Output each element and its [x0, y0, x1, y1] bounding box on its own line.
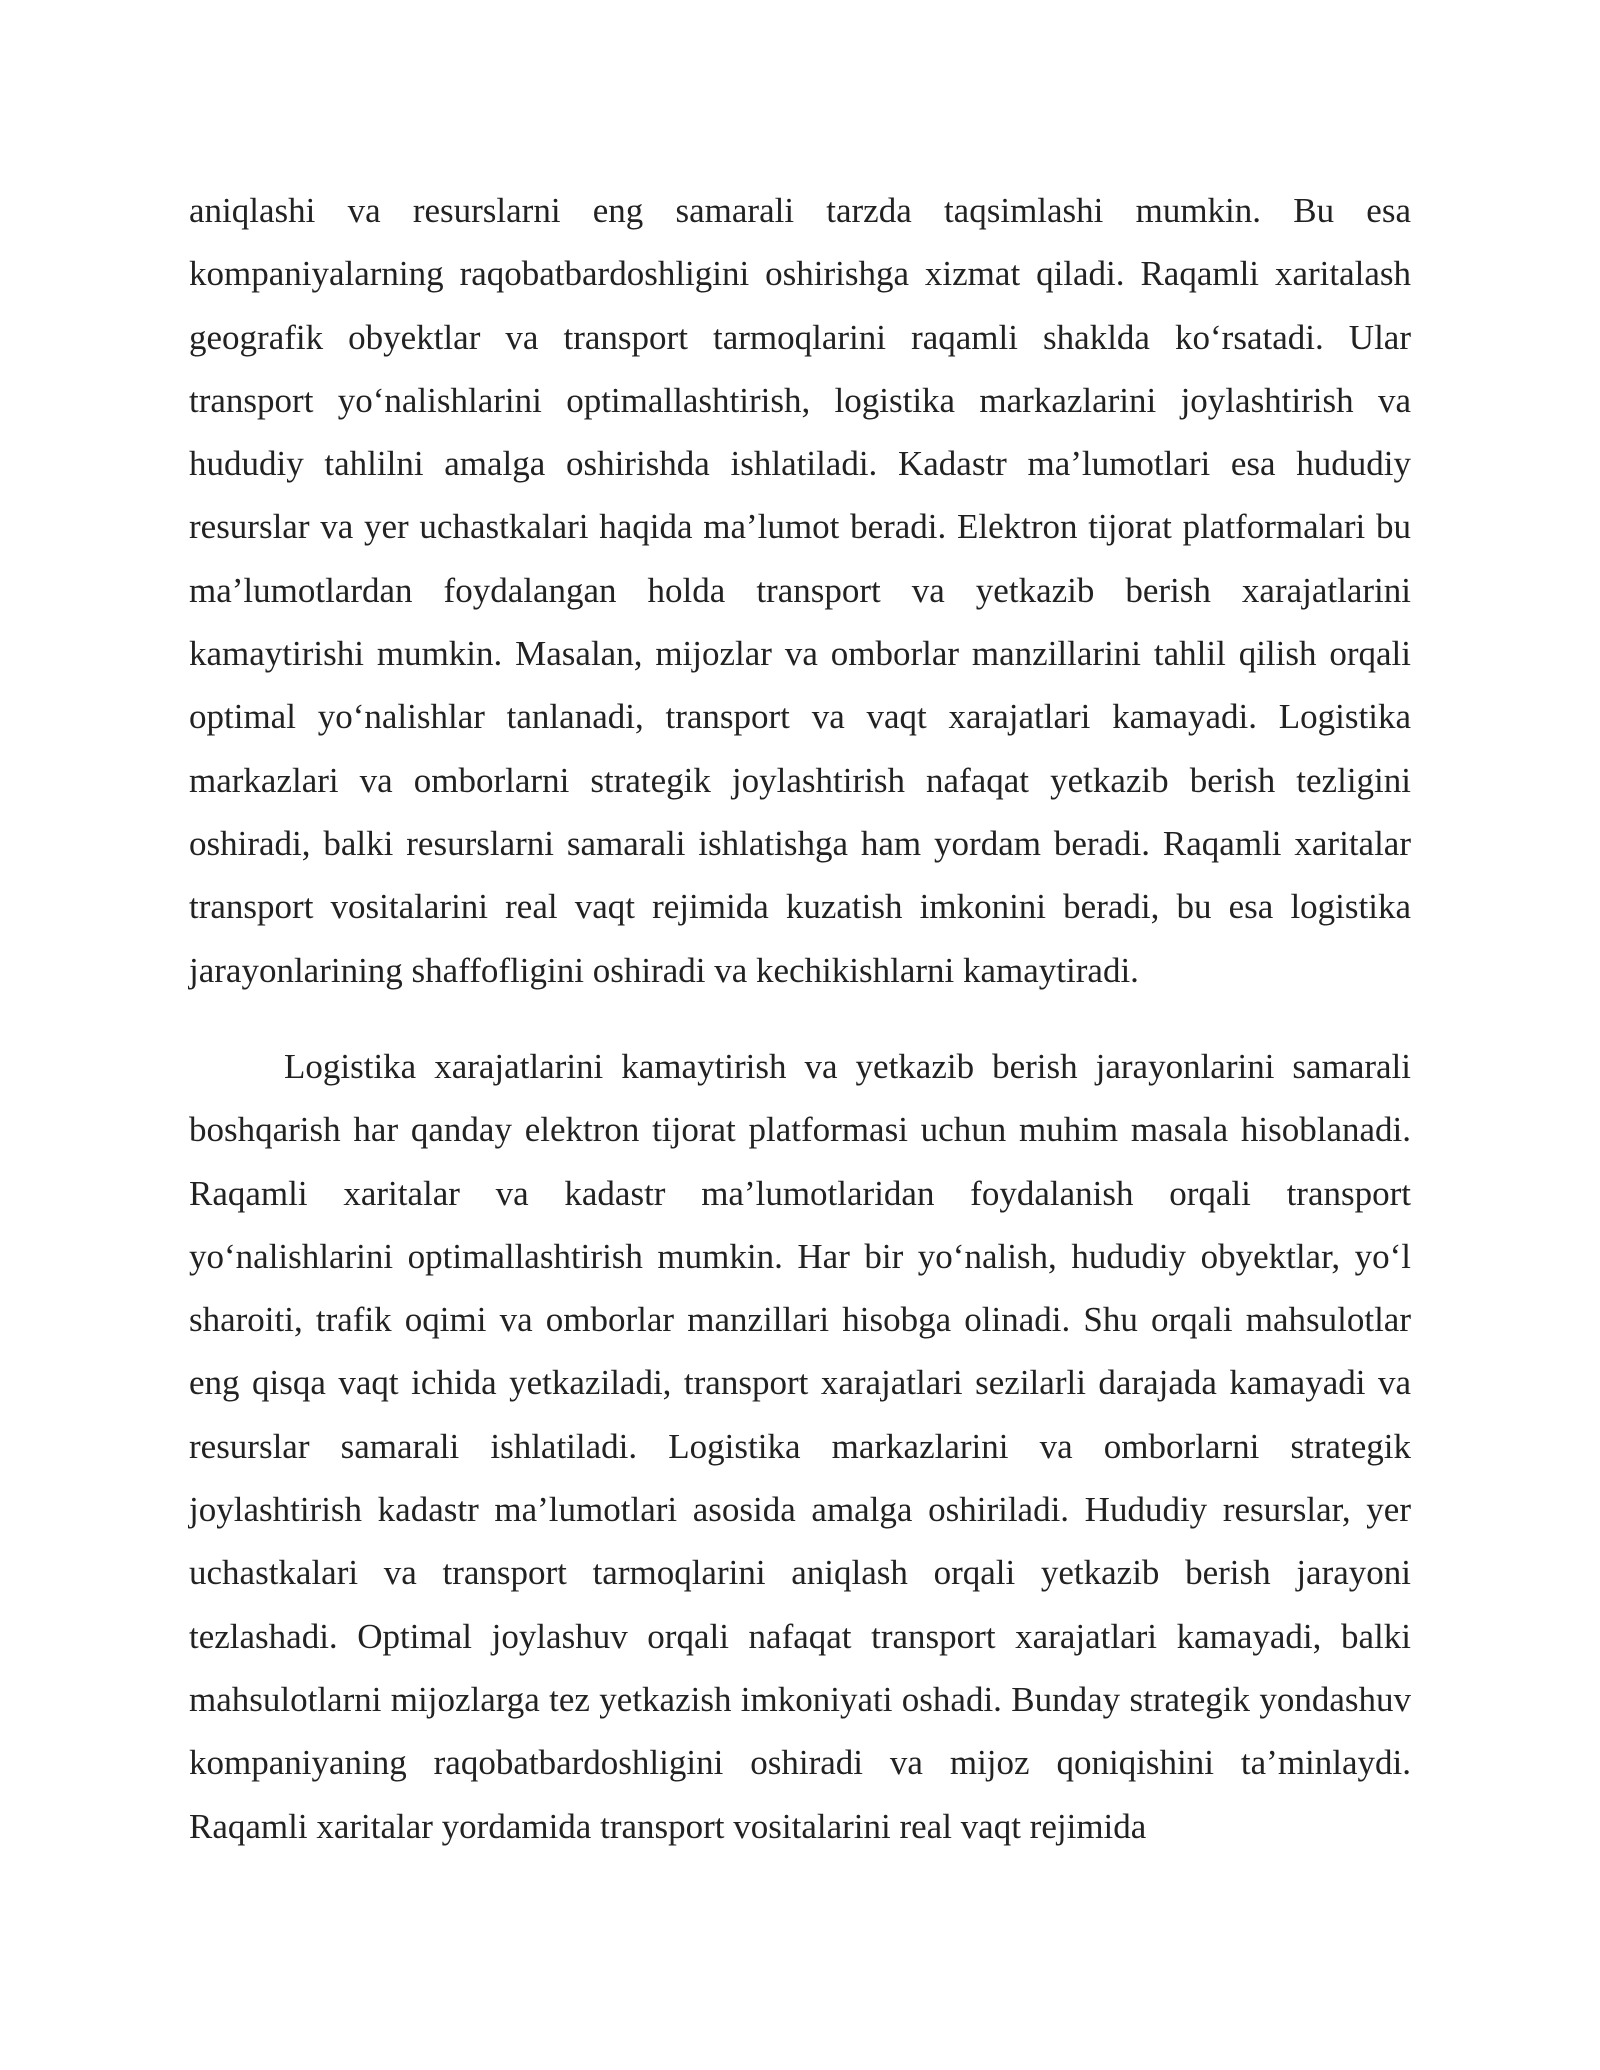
body-paragraph-2: Logistika xarajatlarini kamaytirish va yetkazib berish jarayonlarini samarali boshqarish har qanday elektron tijorat platformasi uchun muhim masala hisoblanadi. Raqamli xaritalar va kadastr ma’lumotlaridan foydalanish orqali transport yo‘nalishlarini optimallashtirish mumkin. Har bir yo‘nalish, hududiy obyektlar, yo‘l sharoiti, trafik oqimi va omborlar manzillari hisobga olinadi. Shu orqali mahsulotlar eng qisqa vaqt ichida yetkaziladi, transport xarajatlari sezilarli darajada kamayadi va resurslar samarali ishlatiladi. Logistika markazlarini va omborlarni strategik joylashtirish kadastr ma’lumotlari asosida amalga oshiriladi. Hududiy resurslar, yer uchastkalari va transport tarmoqlarini aniqlash orqali yetkazib berish jarayoni tezlashadi. Optimal joylashuv orqali nafaqat transport xarajatlari kamayadi, balki mahsulotlarni mijozlarga tez yetkazish imkoniyati oshadi. Bunday strategik yondashuv kompaniyaning raqobatbardoshligini oshiradi va mijoz qoniqishini ta’minlaydi. Raqamli xaritalar yordamida transport vositalarini real vaqt rejimida	[189, 1047, 1411, 1846]
body-paragraph-1: aniqlashi va resurslarni eng samarali tarzda taqsimlashi mumkin. Bu esa kompaniyalarning raqobatbardoshligini oshirishga xizmat qiladi. Raqamli xaritalash geografik obyektlar va transport tarmoqlarini raqamli shaklda ko‘rsatadi. Ular transport yo‘nalishlarini optimallashtirish, logistika markazlarini joylashtirish va hududiy tahlilni amalga oshirishda ishlatiladi. Kadastr ma’lumotlari esa hududiy resurslar va yer uchastkalari haqida ma’lumot beradi. Elektron tijorat platformalari bu ma’lumotlardan foydalangan holda transport va yetkazib berish xarajatlarini kamaytirishi mumkin. Masalan, mijozlar va omborlar manzillarini tahlil qilish orqali optimal yo‘nalishlar tanlanadi, transport va vaqt xarajatlari kamayadi. Logistika markazlari va omborlarni strategik joylashtirish nafaqat yetkazib berish tezligini oshiradi, balki resurslarni samarali ishlatishga ham yordam beradi. Raqamli xaritalar transport vositalarini real vaqt rejimida kuzatish imkonini beradi, bu esa logistika jarayonlarining shaffofligini oshiradi va kechikishlarni kamaytiradi.	[189, 191, 1411, 990]
